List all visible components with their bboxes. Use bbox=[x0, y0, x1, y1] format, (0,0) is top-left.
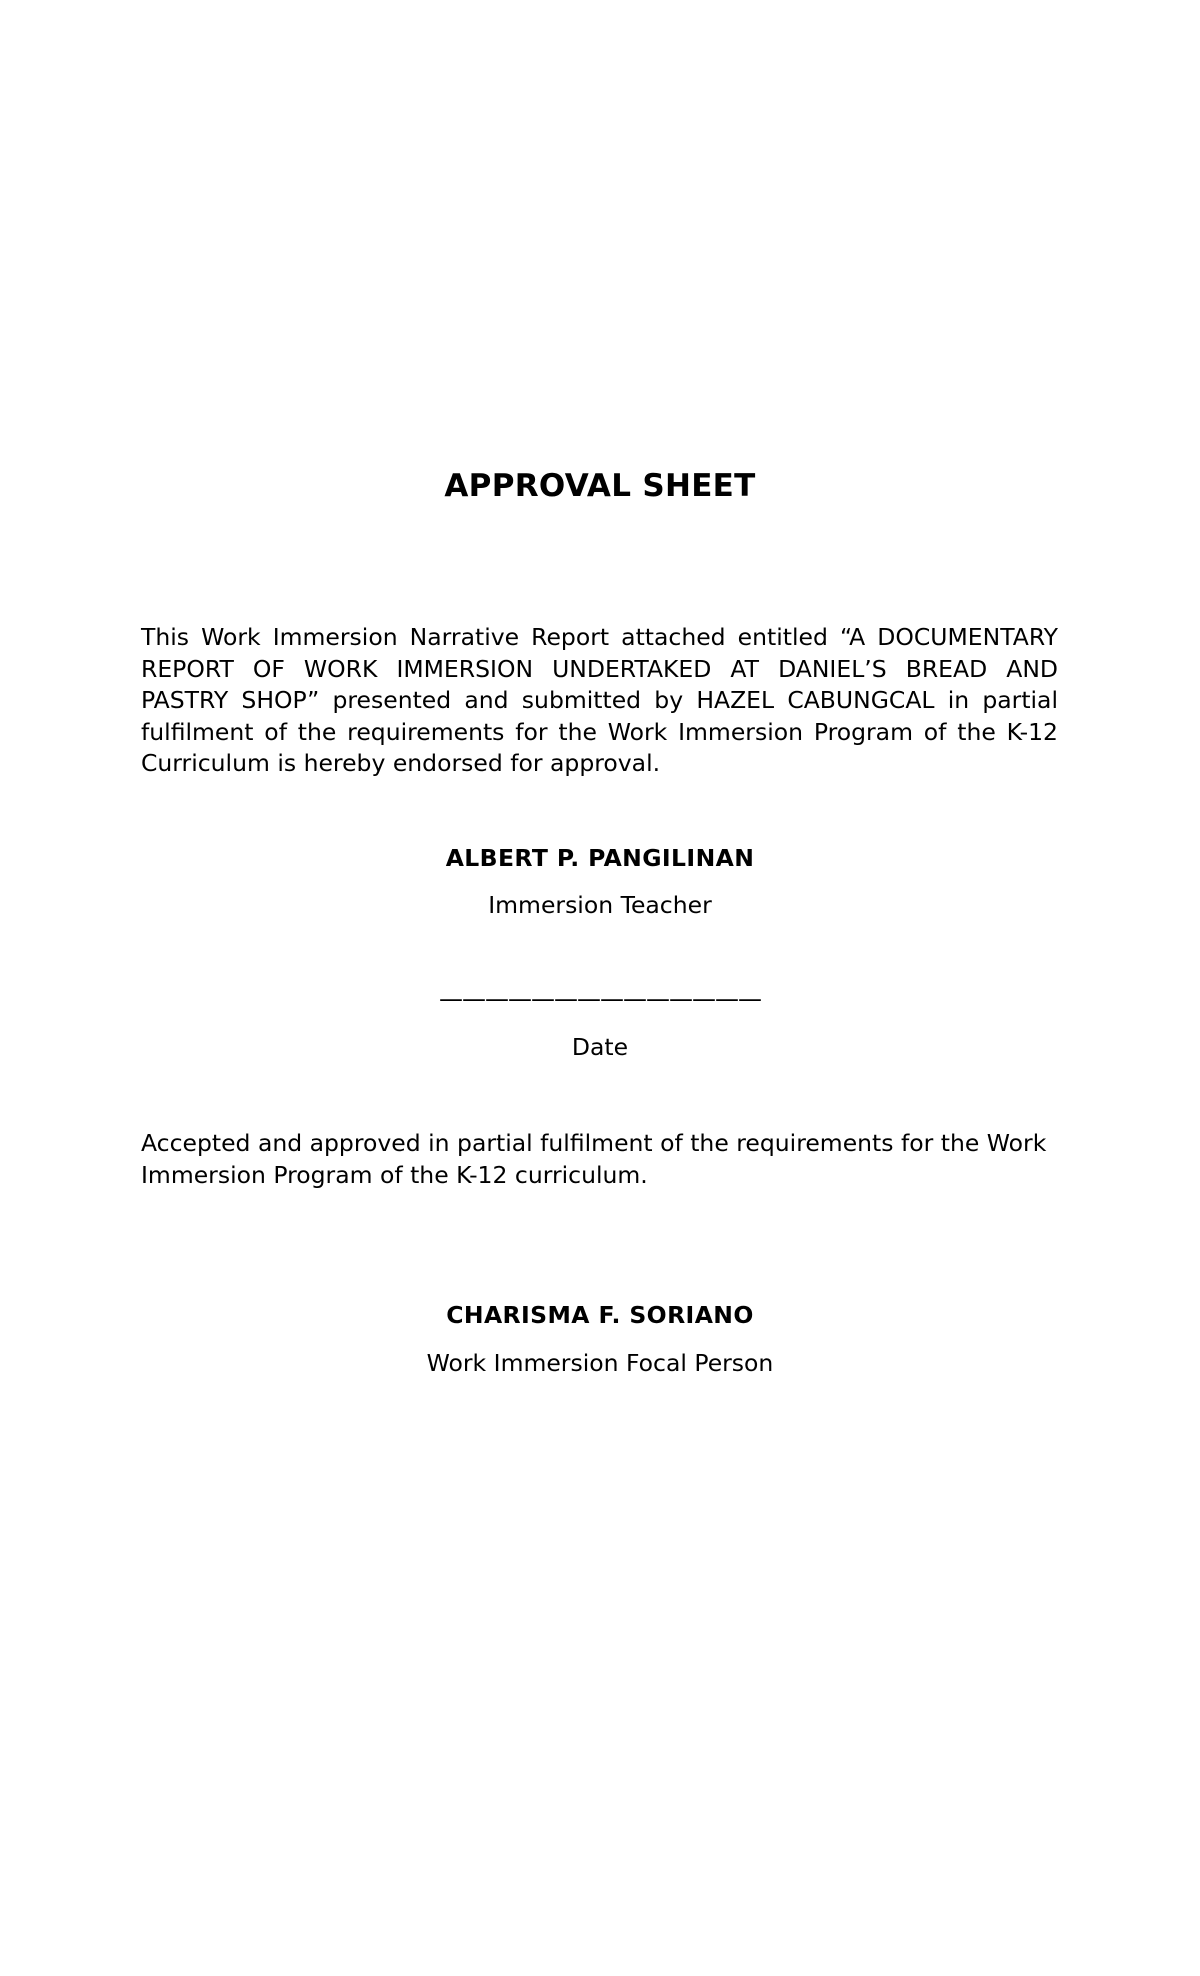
teacher-name: ALBERT P. PANGILINAN bbox=[445, 844, 755, 872]
acceptance-line: Immersion Program of the K-12 curriculum. bbox=[141, 1160, 648, 1189]
acceptance-line: Accepted and approved in partial fulfilment of the requirements for the Work bbox=[141, 1129, 1047, 1157]
acceptance-paragraph bbox=[141, 1128, 1058, 1191]
endorsement-line: REPORT OF WORK IMMERSION UNDERTAKED AT DANIEL’S BREAD AND bbox=[141, 654, 1058, 683]
focal-person-role: Work Immersion Focal Person bbox=[426, 1349, 774, 1377]
date-signature-line: —————————————— bbox=[439, 985, 761, 1013]
endorsement-line: PASTRY SHOP” presented and submitted by HAZEL CABUNGCAL in partial bbox=[141, 686, 1058, 714]
endorsement-line: Curriculum is hereby endorsed for approval. bbox=[141, 749, 661, 777]
endorsement-paragraph bbox=[141, 622, 1058, 780]
endorsement-line: This Work Immersion Narrative Report attached entitled “A DOCUMENTARY bbox=[141, 623, 1058, 651]
date-label: Date bbox=[571, 1033, 629, 1061]
page-title: APPROVAL SHEET bbox=[444, 468, 756, 504]
focal-person-name: CHARISMA F. SORIANO bbox=[446, 1301, 754, 1329]
endorsement-line: fulfilment of the requirements for the Work Immersion Program of the K-12 bbox=[141, 717, 1058, 746]
teacher-role: Immersion Teacher bbox=[488, 891, 712, 919]
